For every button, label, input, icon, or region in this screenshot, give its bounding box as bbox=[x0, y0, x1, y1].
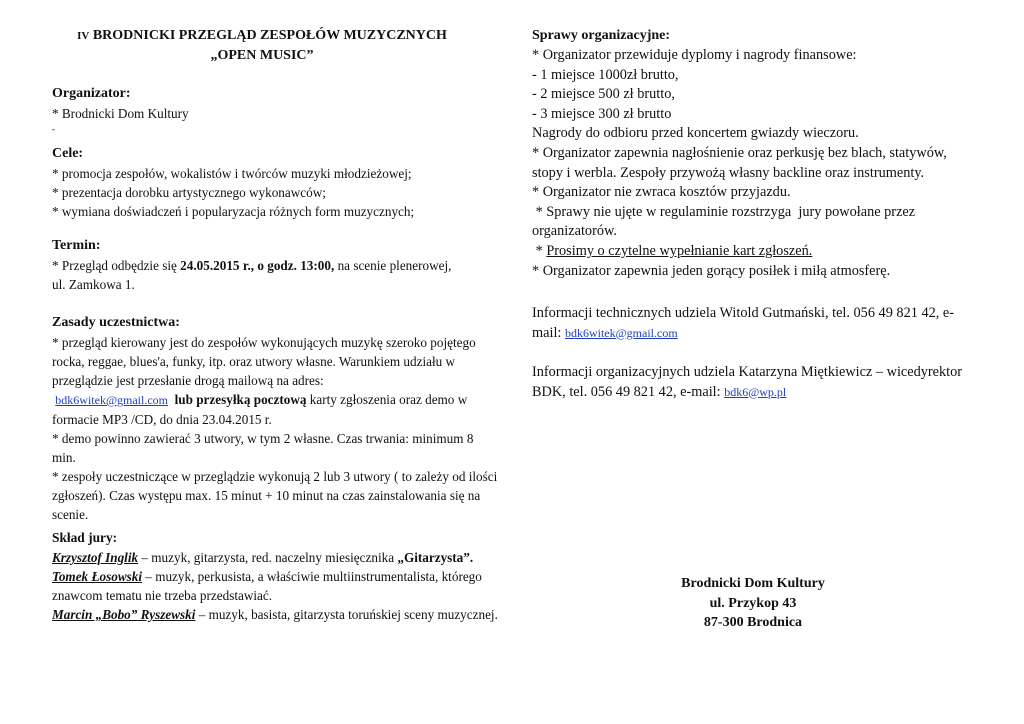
org-line: Nagrody do odbioru przed koncertem gwiazdy wieczoru. bbox=[532, 125, 859, 142]
org-line: * Organizator przewiduje dyplomy i nagrody finansowe: bbox=[532, 47, 857, 63]
org-line: - 2 miejsce 500 zł brutto, bbox=[532, 86, 675, 103]
term-line bbox=[52, 256, 500, 275]
edition-number: IV bbox=[77, 30, 90, 42]
jury-member-desc: – muzyk, basista, gitarzysta toruńskiej sceny muzycznej. bbox=[195, 607, 498, 622]
jury-member-1 bbox=[52, 548, 500, 567]
rules-p1-rest: karty zgłoszenia oraz demo w formacie MP3 /CD, do dnia 23.04.2015 r. bbox=[52, 392, 468, 427]
rules-section bbox=[52, 313, 500, 524]
jury-heading: Skład jury: bbox=[52, 530, 118, 545]
term-address: ul. Zamkowa 1. bbox=[52, 277, 135, 292]
org-line: * Organizator zapewnia nagłośnienie oraz perkusję bez blach, statywów, stopy i werbla. Zespoły przywożą własny backline oraz instrumenty. bbox=[532, 144, 947, 181]
rules-paragraph-2: * demo powinno zawierać 3 utwory, w tym 2 własne. Czas trwania: minimum 8 min. bbox=[52, 431, 474, 465]
tech-email-link[interactable]: bdk6witek@gmail.com bbox=[564, 325, 678, 340]
jury-member-2 bbox=[52, 567, 500, 605]
organizer-heading: Organizator: bbox=[52, 86, 131, 101]
jury-member-name: Krzysztof Inglik bbox=[52, 550, 139, 565]
address-block bbox=[636, 574, 870, 633]
org-matters-section bbox=[532, 26, 978, 281]
event-name: „OPEN MUSIC” bbox=[210, 48, 314, 63]
organizer-section bbox=[52, 84, 500, 135]
rules-paragraph-1 bbox=[52, 333, 500, 429]
org-email-link[interactable]: bdk6@wp.pl bbox=[724, 384, 787, 399]
org-line: * Sprawy nie ujęte w regulaminie rozstrzyga jury powołane przez organizatorów. bbox=[532, 203, 919, 240]
goals-section bbox=[52, 144, 500, 221]
term-date: 24.05.2015 r., o godz. 13:00, bbox=[180, 258, 335, 273]
address-city: 87-300 Brodnica bbox=[703, 615, 803, 630]
address-street: ul. Przykop 43 bbox=[709, 595, 797, 611]
tech-contact-line: Informacji technicznych udziela Witold Gutmański, tel. 056 49 821 42, e-mail: bbox=[532, 305, 954, 341]
tech-contact bbox=[532, 304, 978, 343]
jury-member-desc: – muzyk, perkusista, a właściwie multiinstrumentalista, którego znawcom tematu nie trzeba przedstawiać. bbox=[52, 569, 482, 603]
org-matters-heading: Sprawy organizacyjne: bbox=[532, 28, 671, 43]
term-section bbox=[52, 236, 500, 294]
rules-paragraph-3: * zespoły uczestniczące w przeglądzie wykonują 2 lub 3 utwory ( to zależy od ilości zgłoszeń). Czas występu max. 15 minut + 10 minut na czas zainstalowania się na scenie. bbox=[52, 469, 498, 522]
jury-member-name: Tomek Łosowski bbox=[52, 569, 142, 584]
title-text: BRODNICKI PRZEGLĄD ZESPOŁÓW MUZYCZNYCH bbox=[92, 28, 447, 43]
org-line: - 3 miejsce 300 zł brutto bbox=[532, 105, 672, 122]
rules-p1-bold: lub przesyłką pocztową bbox=[174, 392, 307, 407]
tech-contact-text bbox=[532, 304, 978, 343]
jury-member-name: Marcin „Bobo” Ryszewski bbox=[52, 607, 196, 622]
goal-item: * prezentacja dorobku artystycznego wykonawców; bbox=[52, 185, 326, 200]
separator-dash: - bbox=[52, 124, 55, 134]
org-contact-line: Informacji organizacyjnych udziela Katarzyna Miętkiewicz – wicedyrektor BDK, tel. 056 49 821 42, e-mail: bbox=[532, 364, 963, 400]
please-line bbox=[532, 242, 978, 262]
rules-heading: Zasady uczestnictwa: bbox=[52, 315, 180, 330]
org-line: * Organizator nie zwraca kosztów przyjazdu. bbox=[532, 184, 791, 201]
rules-p1-text: * przegląd kierowany jest do zespołów wykonujących muzykę szeroko pojętego rocka, reggae, blues'a, funky, itp. oraz utwory własne. Warunkiem udziału w przeglądzie jest przesłanie drogą mailową na adres: bbox=[52, 335, 476, 388]
magazine-name: „Gitarzysta”. bbox=[397, 550, 474, 565]
term-pre: * Przegląd odbędzie się bbox=[52, 258, 181, 273]
page-title bbox=[52, 26, 472, 65]
org-contact-text bbox=[532, 363, 978, 402]
address-name: Brodnicki Dom Kultury bbox=[681, 576, 825, 591]
jury-member-desc: – muzyk, gitarzysta, red. naczelny miesięcznika bbox=[138, 550, 398, 565]
org-last-line: * Organizator zapewnia jeden gorący posiłek i miłą atmosferę. bbox=[532, 262, 891, 279]
term-post: na scenie plenerowej, bbox=[334, 258, 452, 273]
jury-member-3 bbox=[52, 605, 500, 624]
org-contact bbox=[532, 363, 978, 402]
org-line: - 1 miejsce 1000zł brutto, bbox=[532, 66, 679, 83]
organizer-line: * Brodnicki Dom Kultury bbox=[52, 106, 189, 121]
jury-section bbox=[52, 528, 500, 624]
goals-heading: Cele: bbox=[52, 146, 84, 161]
please-star: * bbox=[532, 242, 547, 259]
please-text: Prosimy o czytelne wypełnianie kart zgłoszeń. bbox=[546, 242, 813, 259]
term-heading: Termin: bbox=[52, 238, 101, 253]
rules-email-link[interactable]: bdk6witek@gmail.com bbox=[55, 393, 168, 407]
goal-item: * promocja zespołów, wokalistów i twórców muzyki młodzieżowej; bbox=[52, 166, 412, 181]
goal-item: * wymiana doświadczeń i popularyzacja różnych form muzycznych; bbox=[52, 204, 415, 219]
